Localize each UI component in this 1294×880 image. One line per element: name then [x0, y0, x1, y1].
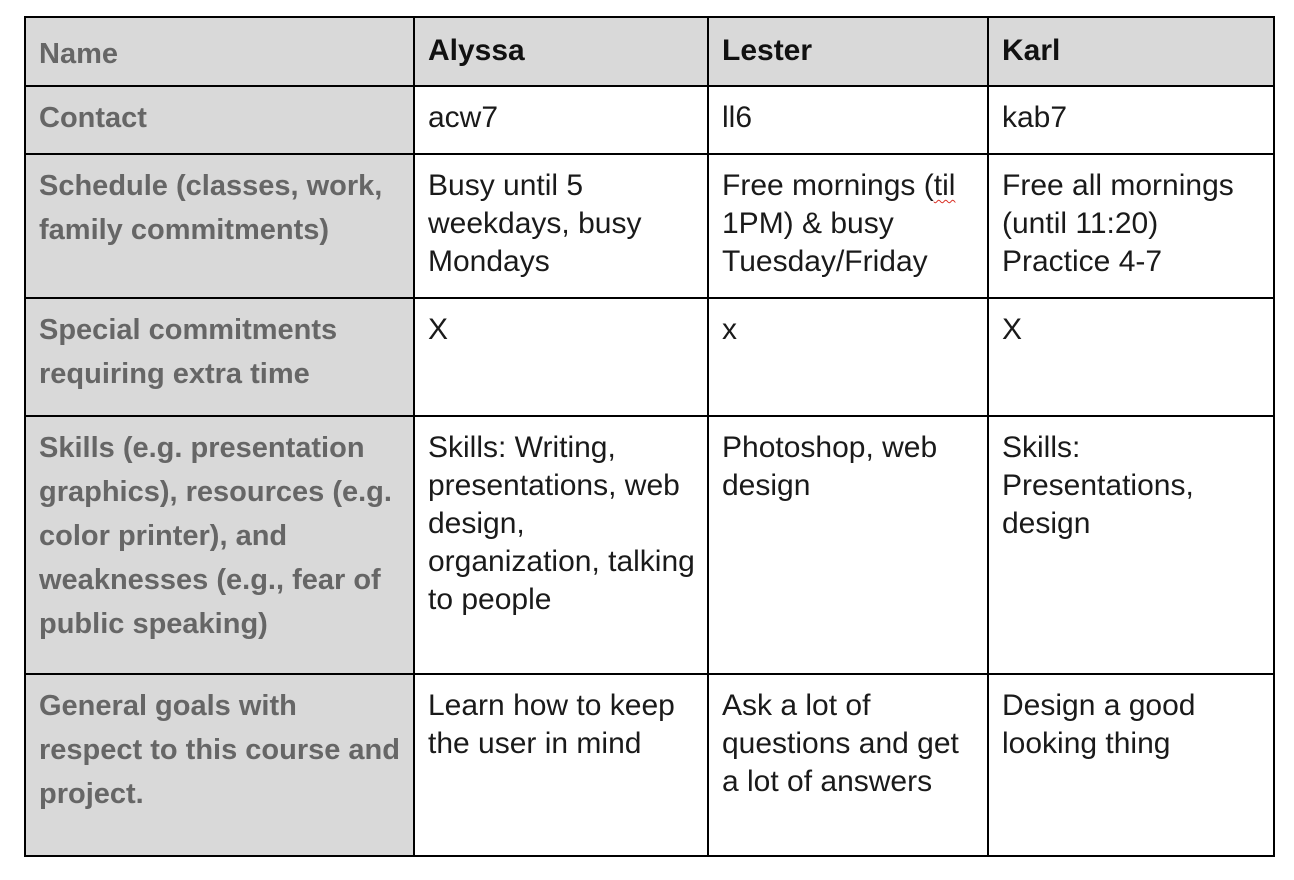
cell-goals-karl[interactable]: Design a good looking thing: [988, 674, 1274, 856]
cell-contact-alyssa[interactable]: acw7: [414, 86, 708, 154]
table-row-skills: [25, 416, 1274, 674]
cell-skills-karl[interactable]: Skills: Presentations, design: [988, 416, 1274, 674]
row-label-goals[interactable]: General goals with respect to this course and project.: [25, 674, 414, 856]
cell-schedule-lester[interactable]: [708, 154, 988, 298]
cell-goals-alyssa[interactable]: Learn how to keep the user in mind: [414, 674, 708, 856]
cell-contact-karl[interactable]: kab7: [988, 86, 1274, 154]
schedule-lester-text-end: 1PM) & busy Tuesday/Friday: [722, 207, 928, 278]
row-label-schedule[interactable]: Schedule (classes, work, family commitments): [25, 154, 414, 298]
cell-name-karl[interactable]: Karl: [988, 17, 1274, 86]
row-label-contact[interactable]: Contact: [25, 86, 414, 154]
spellcheck-underlined-word[interactable]: til: [933, 169, 956, 202]
schedule-lester-text-start: Free mornings (: [722, 169, 934, 202]
cell-name-lester[interactable]: Lester: [708, 17, 988, 86]
cell-contact-lester[interactable]: ll6: [708, 86, 988, 154]
row-label-name[interactable]: Name: [25, 17, 414, 86]
row-label-special-commitments[interactable]: Special commitments requiring extra time: [25, 298, 414, 416]
row-label-skills[interactable]: Skills (e.g. presentation graphics), resources (e.g. color printer), and weaknesses (e.g., fear of public speaking): [25, 416, 414, 674]
cell-special-alyssa[interactable]: X: [414, 298, 708, 416]
cell-skills-lester[interactable]: Photoshop, web design: [708, 416, 988, 674]
table-row-goals: [25, 674, 1274, 856]
cell-special-karl[interactable]: X: [988, 298, 1274, 416]
table-row-schedule: [25, 154, 1274, 298]
table-row-name: [25, 17, 1274, 86]
table-row-special-commitments: [25, 298, 1274, 416]
cell-schedule-karl[interactable]: Free all mornings (until 11:20) Practice 4-7: [988, 154, 1274, 298]
cell-skills-alyssa[interactable]: Skills: Writing, presentations, web design, organization, talking to people: [414, 416, 708, 674]
cell-special-lester[interactable]: x: [708, 298, 988, 416]
cell-name-alyssa[interactable]: Alyssa: [414, 17, 708, 86]
cell-goals-lester[interactable]: Ask a lot of questions and get a lot of answers: [708, 674, 988, 856]
table-row-contact: [25, 86, 1274, 154]
group-profile-table: [24, 16, 1275, 857]
cell-schedule-alyssa[interactable]: Busy until 5 weekdays, busy Mondays: [414, 154, 708, 298]
